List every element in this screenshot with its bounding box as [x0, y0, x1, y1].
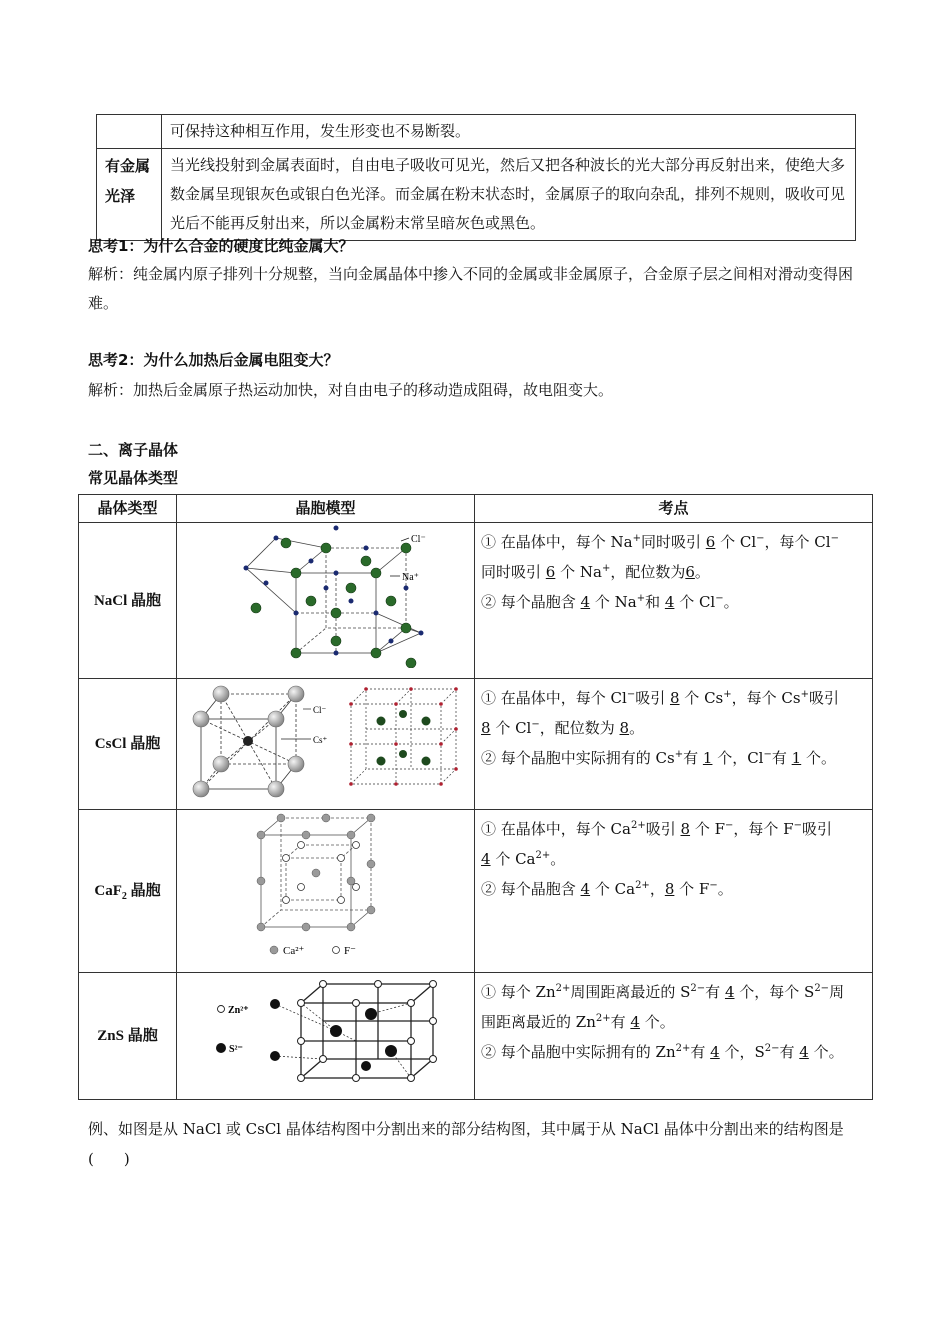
example-question: 例、如图是从 NaCl 或 CsCl 晶体结构图中分割出来的部分结构图，其中属于从 NaCl 晶体中分割出来的结构图是( ) [88, 1120, 844, 1168]
cscl-model [177, 679, 475, 810]
zns-point-line3: ② 每个晶胞中实际拥有的 $Zn^{2+}$有 4 个，$S^{2-}$有 4 个。 [481, 1043, 844, 1061]
row2-label: 有金属光泽 [97, 149, 162, 241]
header-type: 晶体类型 [79, 495, 177, 523]
cscl-diagram [181, 679, 471, 799]
caf2-diagram [246, 810, 406, 962]
think2-question: 思考2：为什么加热后金属电阻变大？ [88, 351, 339, 369]
zns-legend-s: S²⁻ [228, 1044, 243, 1055]
think2-answer: 解析：加热后金属原子热运动加快，对自由电子的移动造成阻碍，故电阻变大。 [88, 381, 614, 399]
header-points: 考点 [475, 495, 873, 523]
nacl-diagram [226, 523, 426, 668]
think1-question: 思考1：为什么合金的硬度比纯金属大？ [88, 237, 354, 255]
caf2-model [177, 810, 475, 973]
zns-points [475, 973, 873, 1100]
nacl-model [177, 523, 475, 679]
nacl-points [475, 523, 873, 679]
cscl-point-line2: 8 个 Cl−，配位数为 8。 [481, 719, 645, 737]
cscl-points [475, 679, 873, 810]
nacl-label-na: Na⁺ [401, 572, 419, 583]
cscl-name: CsCl 晶胞 [79, 679, 177, 810]
empty-cell [97, 115, 162, 149]
metal-property-table [96, 114, 856, 241]
cscl-point-line3: ② 每个晶胞中实际拥有的 Cs+有 1 个，Cl−有 1 个。 [481, 749, 836, 767]
subsection-title: 常见晶体类型 [88, 469, 179, 487]
zns-legend-zn: Zn²⁺ [227, 1005, 249, 1016]
nacl-label-cl: Cl⁻ [410, 534, 426, 545]
caf2-legend-f: F⁻ [343, 945, 356, 957]
caf2-row [79, 810, 873, 973]
cscl-point-line1: ① 在晶体中，每个 Cl−吸引 8 个 Cs+，每个 Cs+吸引 [481, 689, 839, 707]
think1-answer: 解析：纯金属内原子排列十分规整，当向金属晶体中掺入不同的金属或非金属原子，合金原子层之间相对滑动变得困难。 [88, 265, 854, 312]
cscl-label-cl: Cl⁻ [312, 705, 326, 715]
caf2-point-line2: 4 个 $Ca^{2+}$。 [481, 850, 566, 868]
row1-text: 可保持这种相互作用，发生形变也不易断裂。 [162, 115, 856, 149]
cscl-label-cs: Cs⁺ [312, 735, 327, 745]
zns-model [177, 973, 475, 1100]
nacl-point-line3: ② 每个晶胞含 4 个 Na+和 4 个 Cl−。 [481, 593, 739, 611]
cscl-row [79, 679, 873, 810]
caf2-legend-ca: Ca²⁺ [282, 945, 304, 957]
caf2-point-line1: ① 在晶体中，每个 $Ca^{2+}$吸引 8 个 F−，每个 F−吸引 [481, 820, 832, 838]
zns-point-line2: 围距离最近的 $Zn^{2+}$有 4 个。 [481, 1013, 675, 1031]
header-model: 晶胞模型 [177, 495, 475, 523]
zns-row [79, 973, 873, 1100]
caf2-name: CaF$_2$ 晶胞 [79, 810, 177, 973]
nacl-row [79, 523, 873, 679]
section-title: 二、离子晶体 [88, 441, 179, 459]
caf2-points [475, 810, 873, 973]
crystal-type-table [78, 494, 873, 1100]
zns-point-line1: ① 每个 $Zn^{2+}$周围距离最近的 $S^{2-}$有 4 个，每个 $S^{2-}$周 [481, 983, 845, 1001]
row2-text: 当光线投射到金属表面时，自由电子吸收可见光，然后又把各种波长的光大部分再反射出来，使绝大多数金属呈现银灰色或银白色光泽。而金属在粉末状态时，金属原子的取向杂乱，排列不规则，吸收可见光后不能再反射出来，所以金属粉末常呈暗灰色或黑色。 [162, 149, 856, 241]
nacl-name: NaCl 晶胞 [79, 523, 177, 679]
caf2-point-line3: ② 每个晶胞含 4 个 $Ca^{2+}$，8 个 F−。 [481, 880, 733, 898]
zns-diagram [211, 976, 441, 1086]
nacl-point-line1: ① 在晶体中，每个 Na+同时吸引 6 个 Cl−，每个 Cl− [481, 533, 839, 551]
nacl-point-line2: 同时吸引 6 个 Na+，配位数为6。 [481, 563, 710, 581]
zns-name: ZnS 晶胞 [79, 973, 177, 1100]
